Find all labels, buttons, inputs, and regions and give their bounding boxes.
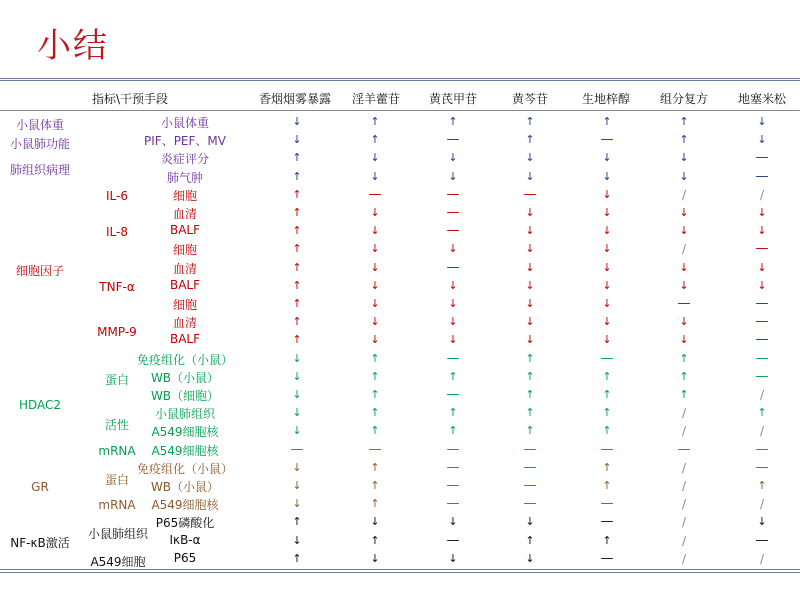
indicator-cell: ↓ (448, 151, 458, 165)
subgroup-label-il6: IL-6 (106, 189, 128, 203)
row-label: 小鼠体重 (160, 116, 210, 130)
indicator-cell: — (755, 441, 769, 457)
indicator-cell: / (681, 424, 687, 439)
slide-title: 小结 (37, 26, 109, 66)
indicator-cell: ↓ (292, 460, 302, 474)
indicator-cell: — (523, 441, 537, 457)
indicator-cell: ↓ (370, 242, 380, 256)
indicator-cell: / (759, 388, 765, 402)
row-label: 细胞 (172, 298, 198, 312)
indicator-cell: ↓ (370, 224, 380, 238)
indicator-cell: — (755, 314, 769, 330)
indicator-cell: ↓ (370, 169, 380, 183)
indicator-cell: / (681, 479, 687, 493)
indicator-cell: ↓ (292, 133, 302, 147)
row-label: A549细胞核 (151, 498, 219, 513)
indicator-cell: ↑ (602, 479, 612, 492)
header-col-7: 地塞米松 (737, 92, 787, 106)
indicator-cell: ↓ (292, 115, 302, 128)
row-label: 免疫组化（小鼠） (136, 461, 234, 476)
indicator-cell: ↑ (525, 351, 535, 365)
indicator-cell: ↑ (292, 278, 302, 292)
indicator-cell: ↓ (448, 242, 458, 256)
indicator-cell: — (523, 459, 537, 475)
top-rule (0, 78, 800, 79)
indicator-cell: ↑ (292, 260, 302, 274)
indicator-cell: — (600, 350, 614, 366)
indicator-cell: — (368, 186, 382, 202)
indicator-cell: ↑ (292, 515, 302, 529)
indicator-cell: ↑ (602, 533, 612, 547)
indicator-cell: ↑ (292, 169, 302, 183)
indicator-cell: ↓ (448, 169, 458, 183)
header-col-5: 生地梓醇 (581, 92, 631, 106)
indicator-cell: — (446, 223, 460, 239)
indicator-cell: — (446, 205, 460, 220)
indicator-cell: ↓ (370, 260, 380, 274)
indicator-cell: ↓ (525, 315, 535, 329)
indicator-cell: / (759, 497, 765, 512)
subgroup-label-il8: IL-8 (106, 225, 128, 239)
indicator-cell: — (755, 532, 769, 548)
indicator-cell: ↑ (292, 187, 302, 201)
indicator-cell: ↓ (757, 278, 767, 292)
indicator-cell: — (446, 478, 460, 493)
indicator-cell: ↑ (370, 133, 380, 147)
indicator-cell: ↑ (679, 351, 689, 365)
header-col-6: 组分复方 (659, 92, 709, 106)
group-label-pathology: 肺组织病理 (9, 163, 71, 177)
row-label: BALF (169, 277, 201, 292)
row-label: PIF、PEF、MV (144, 134, 226, 149)
indicator-cell: ↓ (370, 151, 380, 165)
indicator-cell: ↓ (448, 551, 458, 565)
indicator-cell: / (759, 551, 765, 566)
indicator-cell: / (681, 515, 687, 530)
indicator-cell: ↑ (602, 388, 612, 401)
indicator-cell: ↑ (370, 424, 380, 438)
indicator-cell: — (600, 496, 614, 512)
indicator-cell: — (677, 441, 691, 457)
indicator-cell: ↑ (679, 133, 689, 147)
indicator-cell: ↓ (679, 260, 689, 274)
indicator-cell: ↓ (370, 515, 380, 529)
indicator-cell: ↓ (525, 297, 535, 310)
header-stub: 指标\干预手段 (91, 92, 169, 106)
indicator-cell: ↑ (448, 115, 458, 128)
subgroup-label-gr-mrna: mRNA (98, 498, 136, 512)
indicator-cell: ↓ (292, 479, 302, 492)
indicator-cell: — (600, 132, 614, 148)
indicator-cell: ↑ (679, 115, 689, 128)
indicator-cell: / (681, 406, 687, 421)
indicator-cell: ↓ (602, 315, 612, 329)
indicator-cell: ↑ (448, 406, 458, 420)
indicator-cell: ↑ (370, 497, 380, 511)
row-label: A549细胞核 (151, 425, 219, 440)
indicator-cell: — (755, 296, 769, 311)
indicator-cell: ↓ (757, 260, 767, 274)
indicator-cell: — (755, 459, 769, 475)
group-label-lung-function: 小鼠肺功能 (9, 137, 71, 151)
indicator-cell: ↓ (525, 224, 535, 238)
indicator-cell: ↓ (525, 169, 535, 183)
indicator-cell: ↓ (448, 278, 458, 292)
indicator-cell: ↓ (602, 206, 612, 219)
indicator-cell: ↑ (602, 115, 612, 128)
indicator-cell: — (600, 441, 614, 457)
subgroup-label-hdac2-activity: 活性 (104, 418, 130, 432)
indicator-cell: — (446, 186, 460, 202)
group-label-weight: 小鼠体重 (15, 118, 65, 132)
indicator-cell: — (446, 132, 460, 148)
indicator-cell: / (681, 533, 687, 548)
indicator-cell: ↑ (370, 115, 380, 128)
indicator-cell: — (446, 350, 460, 366)
bottom-rule-inner (0, 572, 800, 573)
indicator-cell: ↓ (292, 406, 302, 420)
indicator-cell: — (368, 441, 382, 457)
indicator-cell: — (600, 514, 614, 530)
indicator-cell: — (446, 259, 460, 275)
indicator-cell: — (677, 296, 691, 311)
indicator-cell: ↑ (292, 206, 302, 219)
indicator-cell: / (759, 424, 765, 439)
indicator-cell: — (290, 441, 304, 457)
indicator-cell: ↓ (525, 278, 535, 292)
indicator-cell: — (755, 332, 769, 348)
indicator-cell: — (600, 550, 614, 566)
indicator-cell: ↓ (679, 333, 689, 347)
indicator-cell: ↓ (602, 297, 612, 310)
row-label: IκB-α (169, 532, 201, 547)
indicator-cell: ↑ (370, 369, 380, 383)
header-col-2: 淫羊藿苷 (351, 92, 401, 106)
group-label-cytokines: 细胞因子 (15, 264, 65, 278)
indicator-cell: ↑ (525, 133, 535, 147)
indicator-cell: ↓ (448, 297, 458, 310)
indicator-cell: ↓ (370, 551, 380, 565)
subgroup-label-lung-tissue: 小鼠肺组织 (87, 527, 149, 541)
row-label: WB（小鼠） (150, 370, 220, 385)
indicator-cell: ↑ (448, 424, 458, 438)
row-label: BALF (169, 332, 201, 347)
indicator-cell: ↑ (370, 388, 380, 401)
group-label-nfkb: NF-κB激活 (10, 536, 70, 550)
indicator-cell: ↓ (679, 278, 689, 292)
indicator-cell: ↑ (292, 333, 302, 347)
row-label: 炎症评分 (160, 152, 210, 167)
indicator-cell: ↓ (448, 515, 458, 529)
indicator-cell: ↓ (370, 315, 380, 329)
indicator-cell: ↑ (370, 533, 380, 547)
indicator-cell: ↑ (370, 479, 380, 492)
row-label: 血清 (172, 261, 198, 276)
indicator-cell: ↓ (292, 369, 302, 383)
indicator-cell: / (681, 187, 687, 202)
indicator-cell: ↓ (679, 206, 689, 219)
header-col-3: 黄芪甲苷 (428, 92, 478, 106)
row-label: 细胞 (172, 243, 198, 258)
indicator-cell: ↑ (525, 406, 535, 420)
indicator-cell: — (523, 478, 537, 493)
indicator-cell: ↑ (679, 388, 689, 401)
indicator-cell: ↓ (679, 151, 689, 165)
indicator-cell: ↓ (602, 333, 612, 347)
indicator-cell: ↓ (370, 333, 380, 347)
row-label: 肺气肿 (166, 170, 204, 185)
indicator-cell: ↑ (602, 369, 612, 383)
indicator-cell: ↑ (525, 424, 535, 438)
indicator-cell: ↑ (525, 369, 535, 383)
indicator-cell: ↓ (525, 333, 535, 347)
subgroup-label-hdac2-mrna: mRNA (98, 444, 136, 458)
indicator-cell: ↓ (602, 187, 612, 201)
indicator-cell: ↑ (448, 369, 458, 383)
indicator-cell: ↑ (292, 551, 302, 565)
indicator-cell: ↓ (679, 315, 689, 329)
subgroup-label-mmp9: MMP-9 (97, 325, 137, 339)
indicator-cell: ↑ (370, 351, 380, 365)
indicator-cell: ↑ (292, 224, 302, 238)
indicator-cell: ↓ (602, 278, 612, 292)
subgroup-label-a549: A549细胞 (90, 555, 146, 569)
header-col-4: 黄芩苷 (511, 92, 549, 106)
indicator-cell: — (523, 186, 537, 202)
indicator-cell: ↓ (292, 388, 302, 401)
group-label-gr: GR (31, 480, 49, 494)
indicator-cell: ↑ (525, 533, 535, 547)
row-label: 血清 (172, 316, 198, 331)
indicator-cell: ↓ (602, 242, 612, 256)
row-label: WB（细胞） (150, 389, 220, 403)
subgroup-label-gr-protein: 蛋白 (104, 473, 130, 487)
indicator-cell: — (755, 168, 769, 184)
indicator-cell: ↑ (525, 115, 535, 128)
row-label: 小鼠肺组织 (154, 407, 216, 422)
indicator-cell: — (755, 150, 769, 166)
indicator-cell: ↓ (292, 497, 302, 511)
indicator-cell: ↓ (757, 206, 767, 219)
row-label: P65 (173, 550, 197, 565)
top-rule-inner (0, 80, 800, 81)
indicator-cell: ↑ (292, 315, 302, 329)
row-label: 免疫组化（小鼠） (136, 352, 234, 367)
indicator-cell: ↑ (292, 151, 302, 165)
indicator-cell: — (523, 496, 537, 512)
subgroup-label-hdac2-protein: 蛋白 (104, 373, 130, 387)
indicator-cell: ↓ (602, 224, 612, 238)
row-label: 细胞 (172, 188, 198, 203)
row-label: BALF (169, 223, 201, 238)
row-label: WB（小鼠） (150, 480, 220, 494)
indicator-cell: ↓ (448, 333, 458, 347)
indicator-cell: ↓ (679, 169, 689, 183)
indicator-cell: ↓ (602, 169, 612, 183)
indicator-cell: — (446, 441, 460, 457)
indicator-cell: / (681, 460, 687, 475)
indicator-cell: ↓ (525, 242, 535, 256)
indicator-cell: ↓ (370, 206, 380, 219)
indicator-cell: ↓ (370, 278, 380, 292)
indicator-cell: ↓ (525, 515, 535, 529)
indicator-cell: — (755, 241, 769, 257)
indicator-cell: / (759, 187, 765, 202)
indicator-cell: ↑ (292, 297, 302, 310)
indicator-cell: ↓ (757, 115, 767, 128)
row-label: 血清 (172, 207, 198, 221)
header-divider (0, 110, 800, 111)
indicator-cell: ↑ (602, 406, 612, 420)
indicator-cell: ↑ (679, 369, 689, 383)
indicator-cell: ↑ (602, 460, 612, 474)
indicator-cell: ↓ (448, 315, 458, 329)
indicator-cell: ↑ (757, 406, 767, 420)
indicator-cell: — (446, 532, 460, 548)
indicator-cell: ↓ (602, 151, 612, 165)
indicator-cell: ↓ (292, 424, 302, 438)
indicator-cell: — (446, 496, 460, 512)
indicator-cell: ↓ (292, 351, 302, 365)
subgroup-label-tnf: TNF-α (99, 280, 135, 294)
indicator-cell: ↓ (525, 551, 535, 565)
indicator-cell: — (755, 368, 769, 384)
indicator-cell: ↓ (370, 297, 380, 310)
row-label: A549细胞核 (151, 443, 219, 458)
indicator-cell: ↓ (292, 533, 302, 547)
indicator-cell: ↓ (679, 224, 689, 238)
indicator-cell: — (446, 387, 460, 402)
indicator-cell: ↓ (757, 515, 767, 529)
row-label: P65磷酸化 (155, 516, 215, 531)
group-label-hdac2: HDAC2 (18, 398, 62, 412)
indicator-cell: ↓ (525, 151, 535, 165)
indicator-cell: ↓ (525, 206, 535, 219)
indicator-cell: ↑ (370, 460, 380, 474)
indicator-cell: — (755, 350, 769, 366)
indicator-cell: ↓ (757, 224, 767, 238)
indicator-cell: / (681, 497, 687, 512)
indicator-cell: ↑ (525, 388, 535, 401)
indicator-cell: ↓ (757, 133, 767, 147)
indicator-cell: — (446, 459, 460, 475)
header-col-1: 香烟烟雾暴露 (258, 92, 332, 106)
indicator-cell: ↑ (370, 406, 380, 420)
indicator-cell: ↑ (602, 424, 612, 438)
indicator-cell: ↓ (525, 260, 535, 274)
indicator-cell: ↑ (757, 479, 767, 492)
indicator-cell: / (681, 242, 687, 257)
indicator-cell: ↓ (602, 260, 612, 274)
indicator-cell: ↑ (292, 242, 302, 256)
indicator-cell: / (681, 551, 687, 566)
